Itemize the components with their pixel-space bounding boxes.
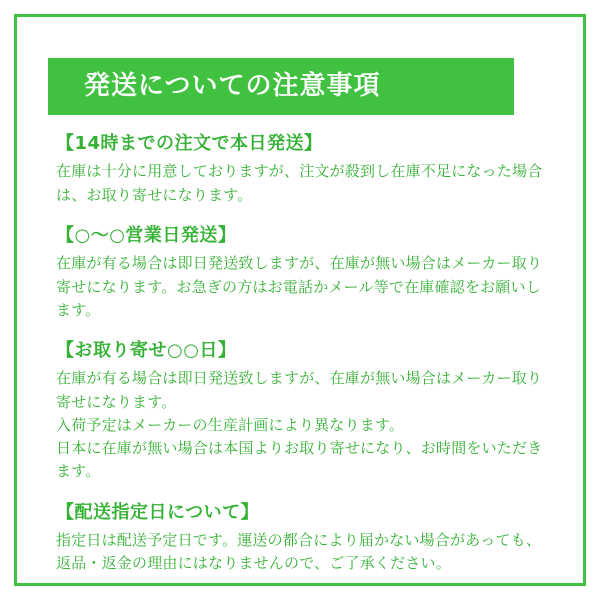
notice-section-4 (48, 501, 552, 576)
section-body (56, 160, 552, 207)
section-paragraph: 指定日は配送予定日です。運送の都合により届かない場合があっても、返品・返金の理由にはなりませんので、ご了承ください。 (56, 530, 542, 573)
section-paragraph: 在庫が有る場合は即日発送致しますが、在庫が無い場合はメーカー取り寄せになります。お急ぎの方はお電話かメール等で在庫確認をお願いします。 (56, 254, 543, 319)
section-body (56, 529, 552, 576)
section-paragraph: 入荷予定はメーカーの生産計画により異なります。 (56, 415, 405, 434)
section-heading: 【○〜○営業日発送】 (56, 224, 237, 246)
section-paragraph: 日本に在庫が無い場合は本国よりお取り寄せになり、お時間をいただきます。 (56, 439, 543, 481)
notice-section-3 (48, 339, 552, 484)
section-body (56, 252, 552, 322)
section-body (56, 367, 552, 483)
notice-section-1 (48, 132, 552, 207)
section-paragraph: 在庫が有る場合は即日発送致しますが、在庫が無い場合はメーカー取り寄せになります。 (56, 369, 543, 411)
section-paragraph: 在庫は十分に用意しておりますが、注文が殺到し在庫不足になった場合は、お取り寄せになります。 (56, 162, 543, 204)
notice-section-2 (48, 224, 552, 322)
page-title: 発送についての注意事項 (48, 58, 514, 115)
notice-content (48, 58, 552, 575)
section-heading: 【お取り寄せ○○日】 (56, 340, 237, 362)
section-heading: 【14時までの注文で本日発送】 (56, 133, 323, 155)
section-heading: 【配送指定日について】 (56, 501, 260, 523)
